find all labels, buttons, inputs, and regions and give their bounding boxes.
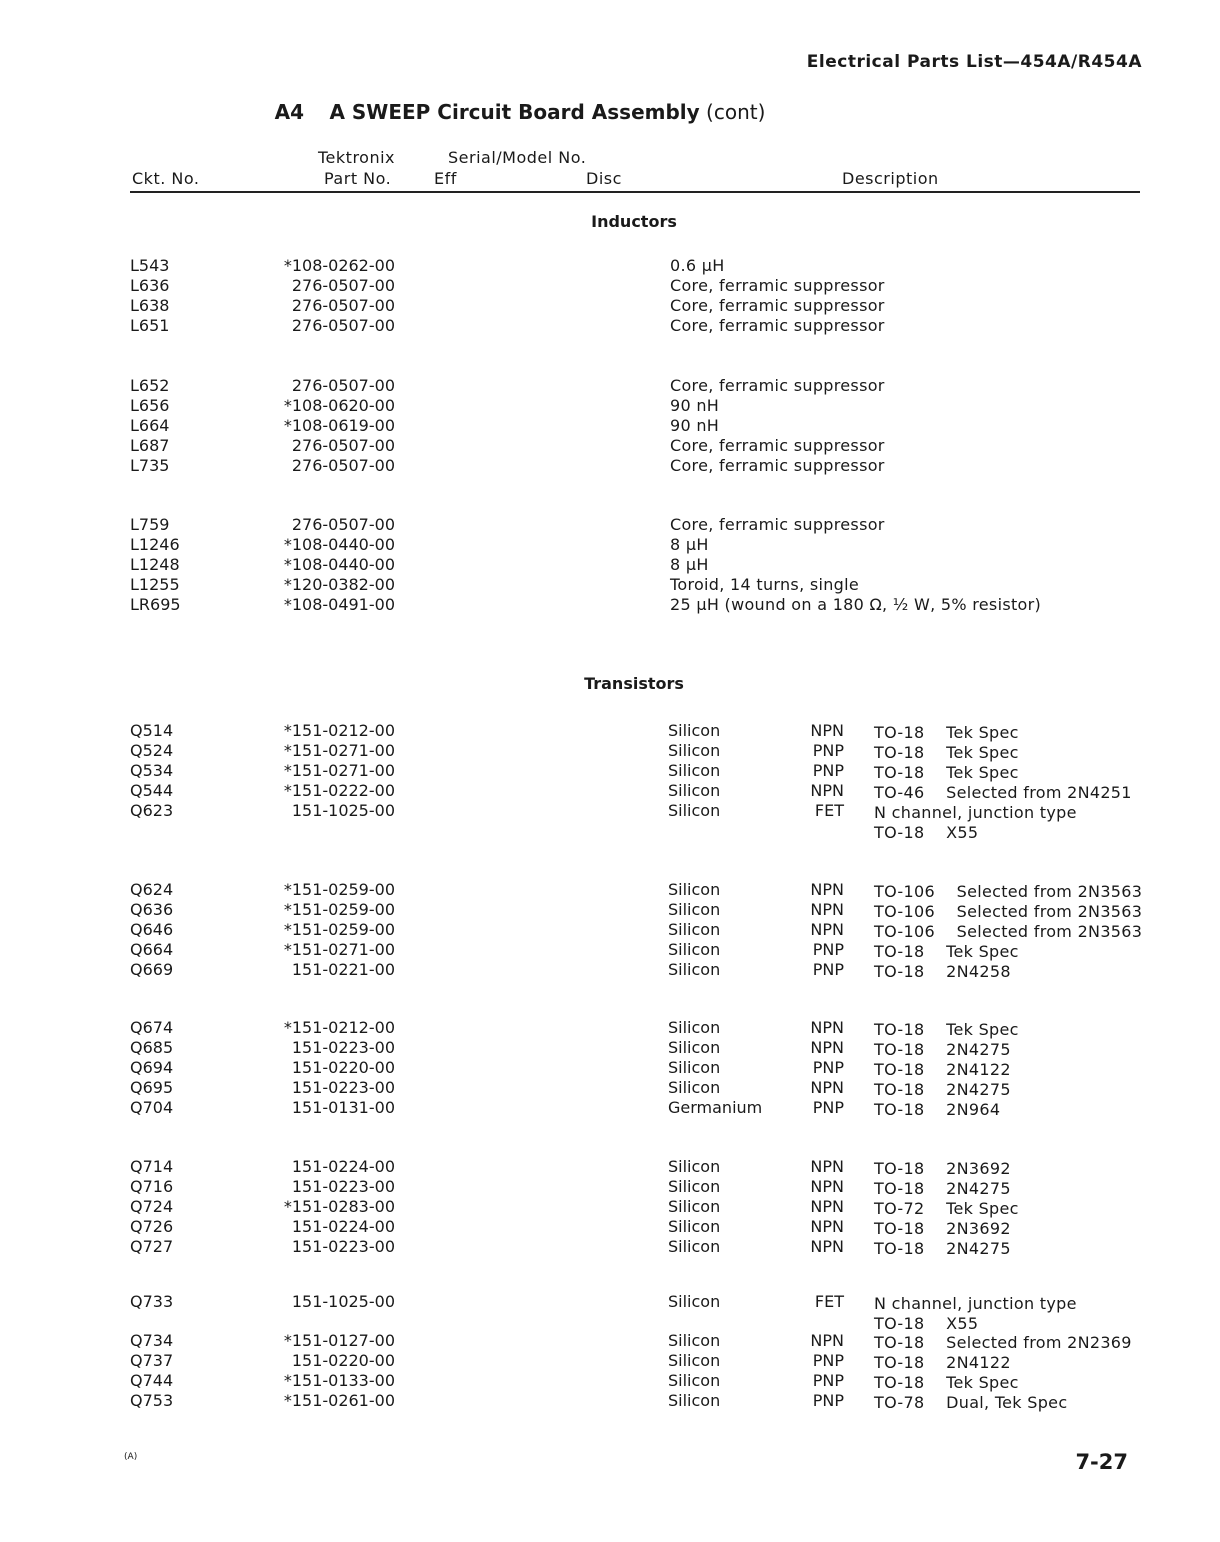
material-cell: Silicon — [668, 781, 721, 800]
ckt-no-cell: L1246 — [130, 535, 180, 554]
part-no-cell: *108-0491-00 — [283, 595, 395, 614]
part-no-cell: 151-0221-00 — [291, 960, 395, 979]
spec-cell: TO-106 Selected from 2N3563 — [874, 882, 1143, 901]
revision-mark: (A) — [124, 1452, 138, 1462]
ckt-no-cell: Q664 — [130, 940, 174, 959]
part-no-cell: 151-0220-00 — [291, 1351, 395, 1370]
revision-mark-text: A — [127, 1452, 134, 1462]
ckt-no-cell: L1255 — [130, 575, 180, 594]
spec-cell: N channel, junction type — [874, 1294, 1077, 1313]
material-cell: Silicon — [668, 1351, 721, 1370]
ckt-no-cell: Q534 — [130, 761, 174, 780]
part-no-cell: 276-0507-00 — [291, 436, 395, 455]
material-cell: Silicon — [668, 1157, 721, 1176]
material-cell: Silicon — [668, 1237, 721, 1256]
part-no-cell: 276-0507-00 — [291, 296, 395, 315]
part-no-cell: *108-0620-00 — [283, 396, 395, 415]
table-row — [0, 1038, 1220, 1058]
ckt-no-cell: Q514 — [130, 721, 174, 740]
title-suffix: (cont) — [706, 100, 766, 124]
spec-cell: TO-18 Tek Spec — [874, 1020, 1019, 1039]
ckt-no-cell: Q727 — [130, 1237, 174, 1256]
part-no-cell: 151-0223-00 — [291, 1177, 395, 1196]
section-heading-transistors: Transistors — [584, 674, 684, 693]
table-row — [0, 781, 1220, 801]
ckt-no-cell: Q695 — [130, 1078, 174, 1097]
description-cell: Core, ferramic suppressor — [670, 436, 885, 455]
part-no-cell: 276-0507-00 — [291, 376, 395, 395]
type-cell: PNP — [812, 1058, 844, 1077]
table-row — [0, 1058, 1220, 1078]
part-no-cell: *151-0259-00 — [283, 880, 395, 899]
type-cell: PNP — [812, 741, 844, 760]
section-heading-inductors: Inductors — [591, 212, 677, 231]
type-cell: PNP — [812, 1098, 844, 1117]
ckt-no-cell: Q685 — [130, 1038, 174, 1057]
material-cell: Silicon — [668, 1292, 721, 1311]
type-cell: PNP — [812, 761, 844, 780]
table-row — [0, 1237, 1220, 1257]
material-cell: Silicon — [668, 1078, 721, 1097]
part-no-cell: *108-0440-00 — [283, 535, 395, 554]
type-cell: NPN — [810, 920, 844, 939]
table-row — [0, 416, 1220, 436]
ckt-no-cell: Q733 — [130, 1292, 174, 1311]
ckt-no-cell: Q737 — [130, 1351, 174, 1370]
table-row — [0, 296, 1220, 316]
header-rule — [130, 191, 1140, 193]
material-cell: Silicon — [668, 1038, 721, 1057]
material-cell: Silicon — [668, 880, 721, 899]
part-no-cell: 276-0507-00 — [291, 456, 395, 475]
type-cell: PNP — [812, 1351, 844, 1370]
part-no-cell: 151-0223-00 — [291, 1038, 395, 1057]
ckt-no-cell: Q734 — [130, 1331, 174, 1350]
type-cell: NPN — [810, 1018, 844, 1037]
table-row — [0, 515, 1220, 535]
part-no-cell: *151-0133-00 — [283, 1371, 395, 1390]
ckt-no-cell: Q674 — [130, 1018, 174, 1037]
material-cell: Silicon — [668, 1197, 721, 1216]
material-cell: Silicon — [668, 900, 721, 919]
table-row — [0, 1078, 1220, 1098]
ckt-no-cell: L656 — [130, 396, 170, 415]
col-header-eff: Eff — [434, 169, 457, 188]
description-cell: 90 nH — [670, 416, 720, 435]
table-row — [0, 920, 1220, 940]
spec-cell: TO-18 2N4275 — [874, 1239, 1011, 1258]
page-title — [0, 100, 1040, 124]
col-header-serial-model: Serial/Model No. — [448, 148, 587, 167]
table-row — [0, 960, 1220, 980]
type-cell: FET — [814, 801, 844, 820]
table-row — [0, 721, 1220, 741]
ckt-no-cell: L636 — [130, 276, 170, 295]
table-row — [0, 1177, 1220, 1197]
spec-cell: TO-18 2N4275 — [874, 1179, 1011, 1198]
spec-cell: TO-18 2N4122 — [874, 1060, 1011, 1079]
description-cell: Core, ferramic suppressor — [670, 515, 885, 534]
ckt-no-cell: Q646 — [130, 920, 174, 939]
spec-cell: TO-106 Selected from 2N3563 — [874, 922, 1143, 941]
material-cell: Silicon — [668, 801, 721, 820]
ckt-no-cell: LR695 — [130, 595, 181, 614]
ckt-no-cell: L651 — [130, 316, 170, 335]
spec-cell: TO-18 2N4258 — [874, 962, 1011, 981]
table-row — [0, 316, 1220, 336]
ckt-no-cell: Q744 — [130, 1371, 174, 1390]
table-row — [0, 1371, 1220, 1391]
ckt-no-cell: Q714 — [130, 1157, 174, 1176]
part-no-cell: 151-0223-00 — [291, 1078, 395, 1097]
description-cell: 8 µH — [670, 555, 709, 574]
type-cell: NPN — [810, 1177, 844, 1196]
part-no-cell: 151-0131-00 — [291, 1098, 395, 1117]
part-no-cell: *120-0382-00 — [283, 575, 395, 594]
spec-cell: TO-18 Tek Spec — [874, 1373, 1019, 1392]
type-cell: NPN — [810, 1237, 844, 1256]
title-prefix: A4 — [274, 100, 304, 124]
description-cell: 25 µH (wound on a 180 Ω, ½ W, 5% resistor) — [670, 595, 1042, 614]
ckt-no-cell: L759 — [130, 515, 170, 534]
ckt-no-cell: L1248 — [130, 555, 180, 574]
description-cell: 90 nH — [670, 396, 720, 415]
type-cell: NPN — [810, 900, 844, 919]
table-row — [0, 1157, 1220, 1177]
ckt-no-cell: L543 — [130, 256, 170, 275]
part-no-cell: 151-0220-00 — [291, 1058, 395, 1077]
part-no-cell: 151-1025-00 — [291, 1292, 395, 1311]
part-no-cell: *151-0212-00 — [283, 721, 395, 740]
description-cell: Core, ferramic suppressor — [670, 316, 885, 335]
type-cell: NPN — [810, 781, 844, 800]
type-cell: NPN — [810, 1078, 844, 1097]
page-number: 7-27 — [1075, 1450, 1128, 1474]
table-row — [0, 900, 1220, 920]
part-no-cell: 276-0507-00 — [291, 276, 395, 295]
spec-cell: TO-78 Dual, Tek Spec — [874, 1393, 1068, 1412]
table-row — [0, 575, 1220, 595]
ckt-no-cell: Q524 — [130, 741, 174, 760]
spec-cell: N channel, junction type — [874, 803, 1077, 822]
table-row — [0, 456, 1220, 476]
title-main: A SWEEP Circuit Board Assembly — [329, 100, 700, 124]
part-no-cell: *108-0262-00 — [283, 256, 395, 275]
ckt-no-cell: Q694 — [130, 1058, 174, 1077]
table-row — [0, 376, 1220, 396]
col-header-part-no: Part No. — [324, 169, 392, 188]
material-cell: Silicon — [668, 1018, 721, 1037]
spec-cell: TO-18 2N3692 — [874, 1219, 1011, 1238]
table-row — [0, 761, 1220, 781]
part-no-cell: *151-0261-00 — [283, 1391, 395, 1410]
material-cell: Silicon — [668, 741, 721, 760]
table-row — [0, 1098, 1220, 1118]
description-cell: Toroid, 14 turns, single — [670, 575, 860, 594]
table-row — [0, 801, 1220, 842]
part-no-cell: 276-0507-00 — [291, 316, 395, 335]
part-no-cell: *151-0222-00 — [283, 781, 395, 800]
description-cell: 8 µH — [670, 535, 709, 554]
table-row — [0, 1018, 1220, 1038]
table-row — [0, 741, 1220, 761]
ckt-no-cell: L638 — [130, 296, 170, 315]
table-row — [0, 276, 1220, 296]
col-header-tektronix: Tektronix — [318, 148, 396, 167]
table-row — [0, 396, 1220, 416]
spec-cell: TO-18 Tek Spec — [874, 942, 1019, 961]
ckt-no-cell: L687 — [130, 436, 170, 455]
spec-cell-line2: TO-18 X55 — [874, 1314, 979, 1333]
material-cell: Silicon — [668, 1391, 721, 1410]
description-cell: Core, ferramic suppressor — [670, 376, 885, 395]
part-no-cell: 151-1025-00 — [291, 801, 395, 820]
spec-cell: TO-18 2N4275 — [874, 1040, 1011, 1059]
part-no-cell: *151-0259-00 — [283, 920, 395, 939]
table-row — [0, 595, 1220, 615]
ckt-no-cell: Q716 — [130, 1177, 174, 1196]
table-row — [0, 436, 1220, 456]
col-header-ckt-no: Ckt. No. — [132, 169, 200, 188]
type-cell: PNP — [812, 960, 844, 979]
description-cell: Core, ferramic suppressor — [670, 276, 885, 295]
spec-cell: TO-46 Selected from 2N4251 — [874, 783, 1132, 802]
spec-cell: TO-18 2N964 — [874, 1100, 1001, 1119]
table-row — [0, 1217, 1220, 1237]
material-cell: Silicon — [668, 1177, 721, 1196]
spec-cell: TO-18 2N3692 — [874, 1159, 1011, 1178]
type-cell: NPN — [810, 880, 844, 899]
ckt-no-cell: L664 — [130, 416, 170, 435]
type-cell: PNP — [812, 1391, 844, 1410]
material-cell: Germanium — [668, 1098, 763, 1117]
part-no-cell: *151-0212-00 — [283, 1018, 395, 1037]
part-no-cell: 276-0507-00 — [291, 515, 395, 534]
ckt-no-cell: Q669 — [130, 960, 174, 979]
col-header-disc: Disc — [586, 169, 622, 188]
spec-cell: TO-18 2N4122 — [874, 1353, 1011, 1372]
spec-cell: TO-18 Tek Spec — [874, 723, 1019, 742]
type-cell: NPN — [810, 1038, 844, 1057]
material-cell: Silicon — [668, 1058, 721, 1077]
type-cell: FET — [814, 1292, 844, 1311]
part-no-cell: *108-0440-00 — [283, 555, 395, 574]
table-row — [0, 1351, 1220, 1371]
type-cell: PNP — [812, 1371, 844, 1390]
ckt-no-cell: Q544 — [130, 781, 174, 800]
type-cell: NPN — [810, 1217, 844, 1236]
part-no-cell: *151-0127-00 — [283, 1331, 395, 1350]
spec-cell: TO-18 Selected from 2N2369 — [874, 1333, 1132, 1352]
col-header-description: Description — [842, 169, 939, 188]
type-cell: NPN — [810, 721, 844, 740]
material-cell: Silicon — [668, 721, 721, 740]
material-cell: Silicon — [668, 960, 721, 979]
ckt-no-cell: Q726 — [130, 1217, 174, 1236]
material-cell: Silicon — [668, 920, 721, 939]
ckt-no-cell: Q724 — [130, 1197, 174, 1216]
description-cell: 0.6 µH — [670, 256, 725, 275]
ckt-no-cell: L652 — [130, 376, 170, 395]
part-no-cell: 151-0223-00 — [291, 1237, 395, 1256]
table-row — [0, 1331, 1220, 1351]
ckt-no-cell: Q636 — [130, 900, 174, 919]
spec-cell-line2: TO-18 X55 — [874, 823, 979, 842]
table-row — [0, 555, 1220, 575]
part-no-cell: *151-0271-00 — [283, 761, 395, 780]
type-cell: PNP — [812, 940, 844, 959]
table-row — [0, 940, 1220, 960]
ckt-no-cell: Q624 — [130, 880, 174, 899]
spec-cell: TO-106 Selected from 2N3563 — [874, 902, 1143, 921]
ckt-no-cell: Q623 — [130, 801, 174, 820]
part-no-cell: *151-0283-00 — [283, 1197, 395, 1216]
material-cell: Silicon — [668, 1331, 721, 1350]
part-no-cell: *151-0271-00 — [283, 741, 395, 760]
part-no-cell: *151-0271-00 — [283, 940, 395, 959]
material-cell: Silicon — [668, 1371, 721, 1390]
table-row — [0, 1292, 1220, 1333]
running-header: Electrical Parts List—454A/R454A — [806, 52, 1142, 72]
part-no-cell: 151-0224-00 — [291, 1217, 395, 1236]
part-no-cell: *151-0259-00 — [283, 900, 395, 919]
type-cell: NPN — [810, 1197, 844, 1216]
spec-cell: TO-18 Tek Spec — [874, 743, 1019, 762]
spec-cell: TO-18 2N4275 — [874, 1080, 1011, 1099]
table-row — [0, 256, 1220, 276]
ckt-no-cell: Q753 — [130, 1391, 174, 1410]
ckt-no-cell: Q704 — [130, 1098, 174, 1117]
part-no-cell: *108-0619-00 — [283, 416, 395, 435]
type-cell: NPN — [810, 1157, 844, 1176]
table-row — [0, 535, 1220, 555]
ckt-no-cell: L735 — [130, 456, 170, 475]
material-cell: Silicon — [668, 940, 721, 959]
material-cell: Silicon — [668, 1217, 721, 1236]
table-row — [0, 880, 1220, 900]
material-cell: Silicon — [668, 761, 721, 780]
description-cell: Core, ferramic suppressor — [670, 456, 885, 475]
part-no-cell: 151-0224-00 — [291, 1157, 395, 1176]
table-row — [0, 1197, 1220, 1217]
type-cell: NPN — [810, 1331, 844, 1350]
table-row — [0, 1391, 1220, 1411]
spec-cell: TO-72 Tek Spec — [874, 1199, 1019, 1218]
spec-cell: TO-18 Tek Spec — [874, 763, 1019, 782]
description-cell: Core, ferramic suppressor — [670, 296, 885, 315]
